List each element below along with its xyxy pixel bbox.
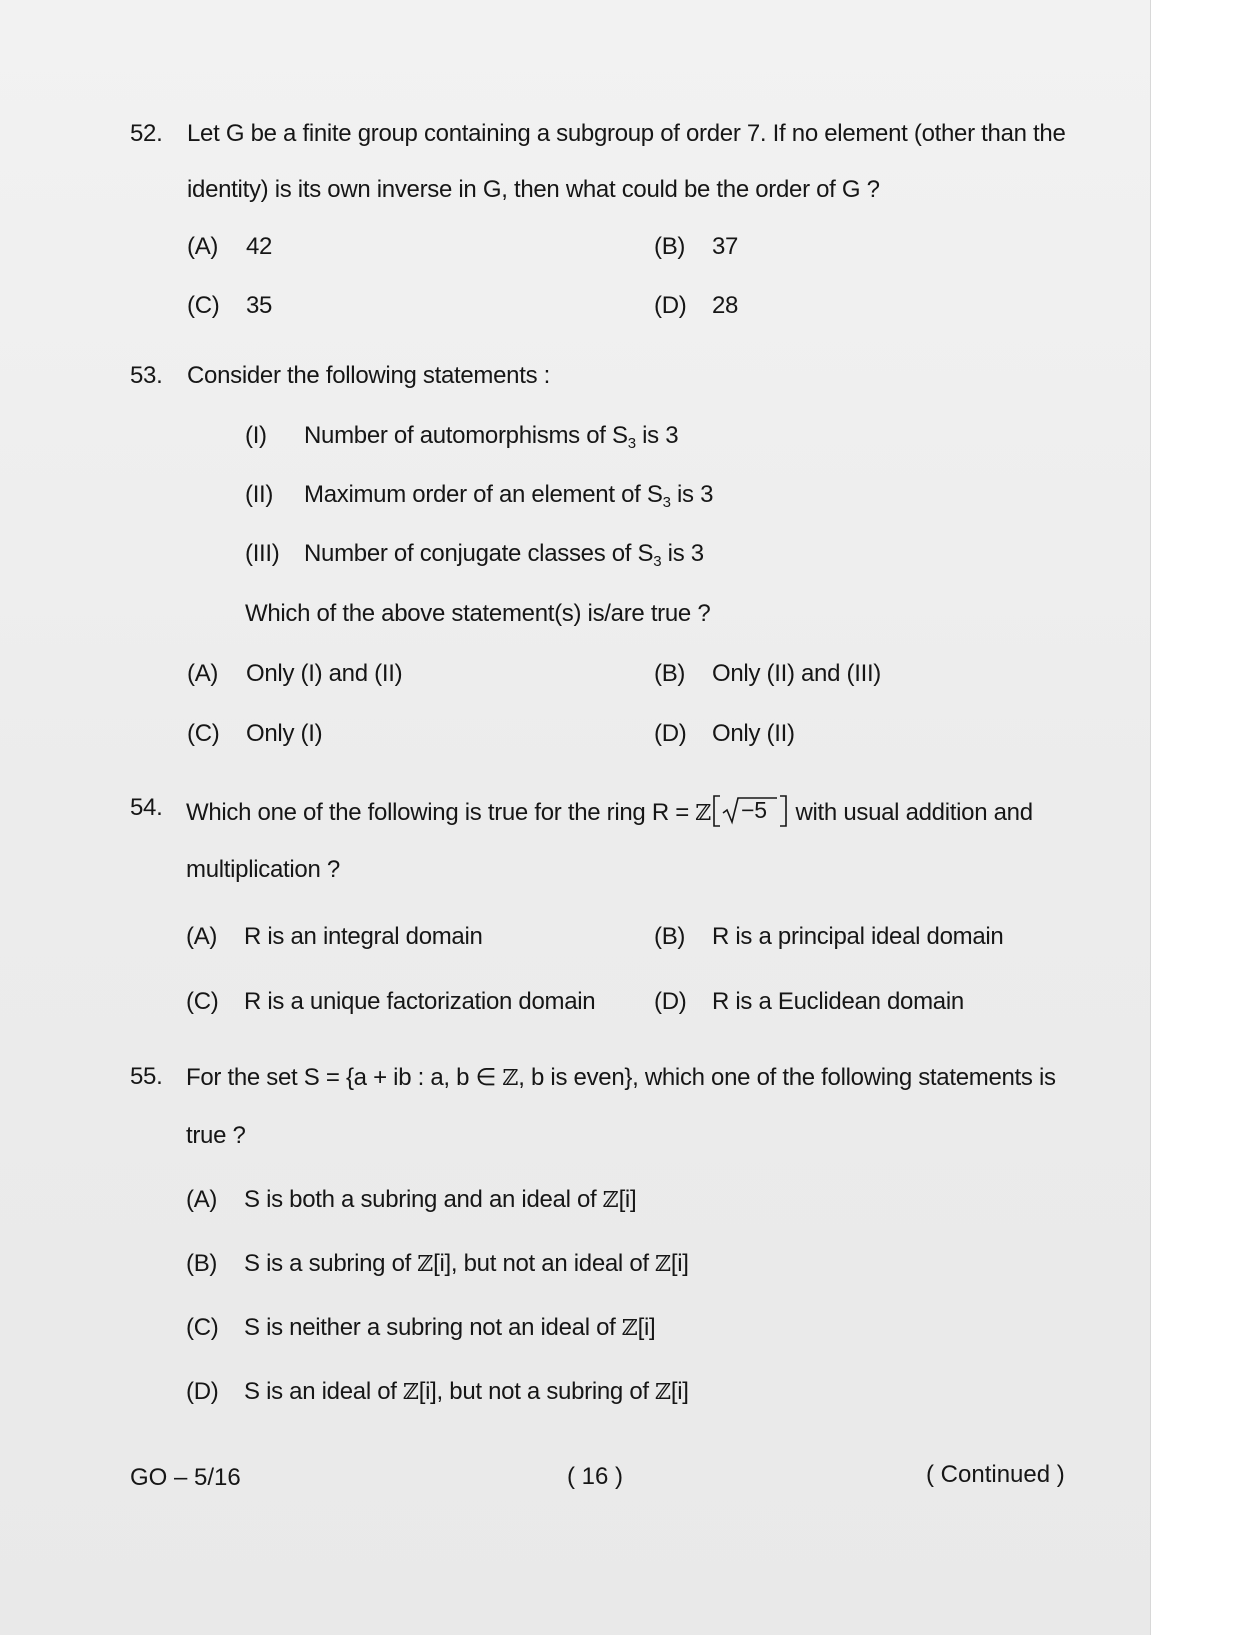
question-number: 55. bbox=[130, 1063, 163, 1090]
subscript: 3 bbox=[653, 553, 662, 570]
question-text: true ? bbox=[186, 1122, 246, 1149]
statement-label: (II) bbox=[245, 481, 274, 508]
page-number: ( 16 ) bbox=[567, 1463, 624, 1490]
question-number: 54. bbox=[130, 794, 163, 821]
statement-label: (III) bbox=[245, 540, 280, 567]
question-number: 53. bbox=[130, 362, 163, 389]
option-d-text bbox=[244, 1378, 689, 1406]
option-a-label: (A) bbox=[187, 233, 219, 260]
question-prompt: Which of the above statement(s) is/are true ? bbox=[245, 600, 711, 627]
text-segment: , b is even}, which one of the following statements is bbox=[518, 1064, 1056, 1091]
text-segment: [i] bbox=[670, 1378, 689, 1405]
integers-symbol: ℤ bbox=[621, 1316, 638, 1341]
option-b-label: (B) bbox=[654, 660, 686, 687]
option-a-label: (A) bbox=[186, 923, 218, 950]
option-b-label: (B) bbox=[654, 233, 686, 260]
statement-body: Number of automorphisms of S bbox=[304, 422, 628, 449]
text-segment: [i], but not a subring of bbox=[418, 1378, 656, 1405]
option-c-label: (C) bbox=[187, 720, 220, 747]
option-b-text: Only (II) and (III) bbox=[712, 660, 882, 687]
option-a-text: Only (I) and (II) bbox=[246, 660, 403, 687]
option-a-label: (A) bbox=[187, 660, 219, 687]
integers-symbol: ℤ bbox=[602, 1188, 619, 1213]
option-d-label: (D) bbox=[654, 988, 687, 1015]
text-segment: S is neither a subring not an ideal of bbox=[244, 1314, 622, 1341]
question-text: identity) is its own inverse in G, then what could be the order of G ? bbox=[187, 176, 880, 203]
text-segment: [i] bbox=[637, 1314, 656, 1341]
option-c-label: (C) bbox=[186, 988, 219, 1015]
integers-symbol: ℤ bbox=[502, 1066, 519, 1091]
option-b-label: (B) bbox=[186, 1250, 218, 1277]
statement-tail: is 3 bbox=[661, 540, 704, 567]
question-text: Let G be a finite group containing a subgroup of order 7. If no element (other than the bbox=[187, 120, 1066, 147]
question-text bbox=[186, 794, 1033, 828]
text-segment: with usual addition and bbox=[789, 799, 1033, 826]
option-c-text bbox=[244, 1314, 655, 1342]
option-a-text: R is an integral domain bbox=[244, 923, 483, 950]
text-segment: [i] bbox=[670, 1250, 689, 1277]
option-a-label: (A) bbox=[186, 1186, 218, 1213]
statement-tail: is 3 bbox=[670, 481, 714, 508]
option-c-text: Only (I) bbox=[246, 720, 323, 747]
option-c-text: R is a unique factorization domain bbox=[244, 988, 596, 1015]
option-d-text: Only (II) bbox=[712, 720, 795, 747]
question-text: multiplication ? bbox=[186, 856, 340, 883]
option-b-text: 37 bbox=[712, 233, 739, 260]
statement-body: Number of conjugate classes of S bbox=[304, 540, 654, 567]
option-a-text: 42 bbox=[246, 233, 273, 260]
text-segment: For the set S = {a + ib : a, b ∈ bbox=[186, 1064, 503, 1091]
option-c-text: 35 bbox=[246, 292, 273, 319]
subscript: 3 bbox=[662, 494, 671, 511]
option-d-text: 28 bbox=[712, 292, 739, 319]
statement-tail: is 3 bbox=[635, 422, 679, 449]
integers-symbol: ℤ bbox=[655, 1252, 671, 1277]
text-segment: S is an ideal of bbox=[244, 1378, 403, 1405]
paper-code: GO – 5/16 bbox=[130, 1464, 241, 1491]
statement-text bbox=[304, 540, 704, 570]
continued-label: ( Continued ) bbox=[926, 1461, 1065, 1488]
option-c-label: (C) bbox=[186, 1314, 219, 1341]
option-d-label: (D) bbox=[186, 1378, 219, 1405]
option-b-label: (B) bbox=[654, 923, 686, 950]
text-segment: Which one of the following is true for the ring R = bbox=[186, 799, 696, 826]
option-a-text bbox=[244, 1186, 636, 1214]
text-segment: S is a subring of bbox=[244, 1250, 418, 1277]
question-text bbox=[186, 1063, 1056, 1092]
integers-symbol: ℤ bbox=[417, 1252, 434, 1277]
question-text: Consider the following statements : bbox=[187, 362, 551, 389]
sqrt-bracket bbox=[711, 794, 789, 828]
subscript: 3 bbox=[627, 435, 636, 452]
text-segment: S is both a subring and an ideal of bbox=[244, 1186, 603, 1213]
text-segment: [i] bbox=[618, 1186, 637, 1213]
option-b-text: R is a principal ideal domain bbox=[712, 923, 1004, 950]
statement-label: (I) bbox=[245, 422, 267, 449]
text-segment: [i], but not an ideal of bbox=[433, 1250, 656, 1277]
option-d-label: (D) bbox=[654, 720, 687, 747]
integers-symbol: ℤ bbox=[695, 801, 712, 826]
question-number: 52. bbox=[130, 120, 163, 147]
statement-text bbox=[304, 422, 678, 452]
option-b-text bbox=[244, 1250, 689, 1278]
option-d-label: (D) bbox=[654, 292, 687, 319]
option-d-text: R is a Euclidean domain bbox=[712, 988, 964, 1015]
integers-symbol: ℤ bbox=[655, 1380, 671, 1405]
statement-text bbox=[304, 481, 713, 511]
radicand: −5 bbox=[741, 797, 767, 823]
option-c-label: (C) bbox=[187, 292, 220, 319]
statement-body: Maximum order of an element of S bbox=[304, 481, 663, 508]
integers-symbol: ℤ bbox=[403, 1380, 419, 1405]
